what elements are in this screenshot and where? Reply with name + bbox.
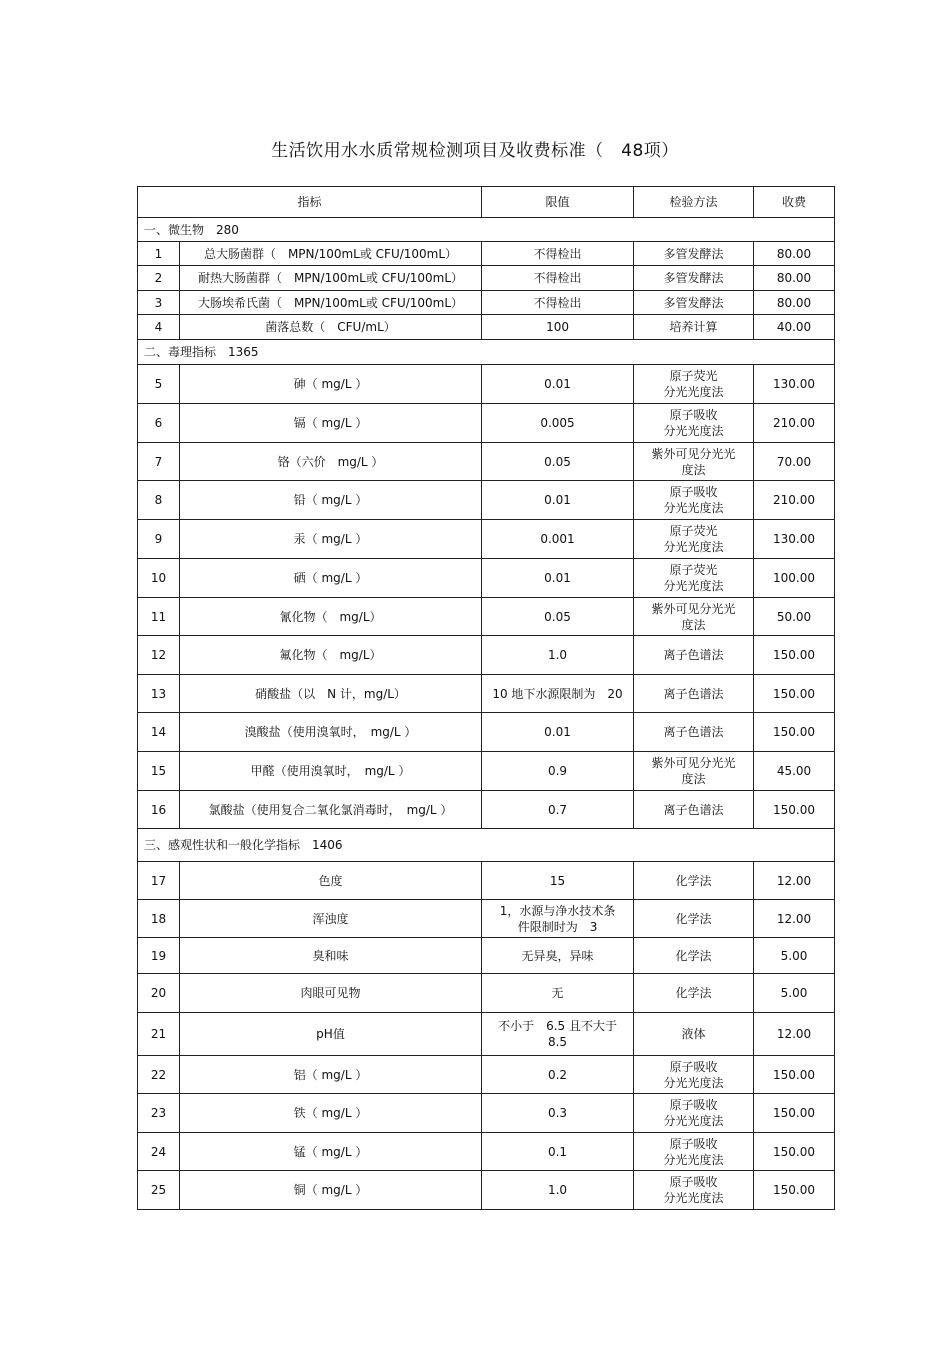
test-method: 化学法: [634, 900, 754, 938]
indicator-name: 色度: [180, 862, 482, 900]
indicator-name: 菌落总数（ CFU/mL）: [180, 315, 482, 340]
table-row: [138, 481, 835, 520]
table-row: [138, 1171, 835, 1210]
indicator-name: 铝（ mg/L ）: [180, 1056, 482, 1094]
indicator-name: 臭和味: [180, 938, 482, 974]
test-method: 原子荧光 分光光度法: [634, 520, 754, 559]
fee-amount: 50.00: [754, 598, 835, 636]
test-method: 原子吸收 分光光度法: [634, 1171, 754, 1210]
test-method: 多管发酵法: [634, 242, 754, 266]
section-title: 一、微生物 280: [138, 218, 835, 242]
table-row: [138, 520, 835, 559]
fee-amount: 70.00: [754, 443, 835, 481]
table-row: [138, 791, 835, 829]
limit-value: 0.1: [482, 1133, 634, 1171]
test-method: 原子吸收 分光光度法: [634, 1094, 754, 1133]
limit-value: 0.05: [482, 598, 634, 636]
limit-value: 1，水源与净水技术条 件限制时为 3: [482, 900, 634, 938]
indicator-name: 溴酸盐（使用溴氧时， mg/L ）: [180, 713, 482, 752]
row-number: 9: [138, 520, 180, 559]
table-row: [138, 291, 835, 315]
fee-amount: 5.00: [754, 974, 835, 1013]
limit-value: 不得检出: [482, 242, 634, 266]
indicator-name: 铅（ mg/L ）: [180, 481, 482, 520]
indicator-name: 氟化物（ mg/L）: [180, 636, 482, 675]
row-number: 25: [138, 1171, 180, 1210]
fee-amount: 150.00: [754, 791, 835, 829]
table-row: [138, 900, 835, 938]
test-method: 原子吸收 分光光度法: [634, 481, 754, 520]
row-number: 3: [138, 291, 180, 315]
fee-amount: 40.00: [754, 315, 835, 340]
limit-value: 15: [482, 862, 634, 900]
row-number: 21: [138, 1013, 180, 1056]
test-method: 离子色谱法: [634, 675, 754, 713]
table-header-row: [138, 187, 835, 218]
table-row: [138, 559, 835, 598]
indicator-name: 铜（ mg/L ）: [180, 1171, 482, 1210]
test-method: 多管发酵法: [634, 266, 754, 291]
fee-amount: 150.00: [754, 713, 835, 752]
limit-value: 0.7: [482, 791, 634, 829]
fee-amount: 150.00: [754, 1133, 835, 1171]
test-method: 离子色谱法: [634, 636, 754, 675]
test-method: 原子吸收 分光光度法: [634, 1056, 754, 1094]
test-method: 紫外可见分光光 度法: [634, 752, 754, 791]
row-number: 17: [138, 862, 180, 900]
row-number: 20: [138, 974, 180, 1013]
limit-value: 0.01: [482, 713, 634, 752]
limit-value: 不得检出: [482, 291, 634, 315]
table-row: [138, 1056, 835, 1094]
fee-amount: 210.00: [754, 404, 835, 443]
test-method: 离子色谱法: [634, 713, 754, 752]
fee-amount: 130.00: [754, 520, 835, 559]
section-row: [138, 340, 835, 365]
fee-amount: 80.00: [754, 242, 835, 266]
test-method: 紫外可见分光光 度法: [634, 443, 754, 481]
table-row: [138, 862, 835, 900]
limit-value: 无: [482, 974, 634, 1013]
row-number: 12: [138, 636, 180, 675]
fee-amount: 80.00: [754, 291, 835, 315]
row-number: 7: [138, 443, 180, 481]
indicator-name: 氯酸盐（使用复合二氧化氯消毒时， mg/L ）: [180, 791, 482, 829]
indicator-name: 硝酸盐（以 N 计，mg/L）: [180, 675, 482, 713]
row-number: 24: [138, 1133, 180, 1171]
row-number: 14: [138, 713, 180, 752]
test-method: 多管发酵法: [634, 291, 754, 315]
limit-value: 不小于 6.5 且不大于 8.5: [482, 1013, 634, 1056]
test-method: 化学法: [634, 974, 754, 1013]
test-method: 化学法: [634, 938, 754, 974]
row-number: 18: [138, 900, 180, 938]
indicator-name: 总大肠菌群（ MPN/100mL或 CFU/100mL）: [180, 242, 482, 266]
section-row: [138, 218, 835, 242]
test-method: 化学法: [634, 862, 754, 900]
row-number: 2: [138, 266, 180, 291]
row-number: 1: [138, 242, 180, 266]
indicator-name: 浑浊度: [180, 900, 482, 938]
fee-table: [137, 186, 835, 1210]
fee-amount: 210.00: [754, 481, 835, 520]
row-number: 10: [138, 559, 180, 598]
row-number: 6: [138, 404, 180, 443]
table-row: [138, 713, 835, 752]
table-row: [138, 636, 835, 675]
table-row: [138, 752, 835, 791]
header-limit: 限值: [482, 187, 634, 218]
fee-amount: 150.00: [754, 1056, 835, 1094]
limit-value: 10 地下水源限制为 20: [482, 675, 634, 713]
indicator-name: 肉眼可见物: [180, 974, 482, 1013]
header-method: 检验方法: [634, 187, 754, 218]
limit-value: 无异臭，异味: [482, 938, 634, 974]
table-row: [138, 1013, 835, 1056]
indicator-name: 砷（ mg/L ）: [180, 365, 482, 404]
row-number: 11: [138, 598, 180, 636]
limit-value: 0.2: [482, 1056, 634, 1094]
test-method: 液体: [634, 1013, 754, 1056]
section-title: 二、毒理指标 1365: [138, 340, 835, 365]
fee-amount: 150.00: [754, 1171, 835, 1210]
row-number: 16: [138, 791, 180, 829]
limit-value: 100: [482, 315, 634, 340]
indicator-name: 铬（六价 mg/L ）: [180, 443, 482, 481]
table-body: [138, 218, 835, 1210]
fee-amount: 12.00: [754, 862, 835, 900]
table-row: [138, 938, 835, 974]
document-title: 生活饮用水水质常规检测项目及收费标准（ 48项）: [271, 141, 679, 161]
indicator-name: 铁（ mg/L ）: [180, 1094, 482, 1133]
limit-value: 0.005: [482, 404, 634, 443]
limit-value: 0.01: [482, 481, 634, 520]
fee-amount: 45.00: [754, 752, 835, 791]
section-title: 三、感观性状和一般化学指标 1406: [138, 829, 835, 862]
fee-amount: 100.00: [754, 559, 835, 598]
indicator-name: 大肠埃希氏菌（ MPN/100mL或 CFU/100mL）: [180, 291, 482, 315]
section-row: [138, 829, 835, 862]
table-row: [138, 266, 835, 291]
fee-amount: 150.00: [754, 636, 835, 675]
row-number: 15: [138, 752, 180, 791]
indicator-name: 耐热大肠菌群（ MPN/100mL或 CFU/100mL）: [180, 266, 482, 291]
limit-value: 不得检出: [482, 266, 634, 291]
row-number: 23: [138, 1094, 180, 1133]
fee-amount: 150.00: [754, 1094, 835, 1133]
table-row: [138, 974, 835, 1013]
fee-amount: 130.00: [754, 365, 835, 404]
table-row: [138, 1133, 835, 1171]
limit-value: 1.0: [482, 1171, 634, 1210]
test-method: 离子色谱法: [634, 791, 754, 829]
indicator-name: 镉（ mg/L ）: [180, 404, 482, 443]
test-method: 原子荧光 分光光度法: [634, 365, 754, 404]
table-row: [138, 315, 835, 340]
header-fee: 收费: [754, 187, 835, 218]
indicator-name: 汞（ mg/L ）: [180, 520, 482, 559]
row-number: 13: [138, 675, 180, 713]
indicator-name: 甲醛（使用溴氧时， mg/L ）: [180, 752, 482, 791]
limit-value: 0.001: [482, 520, 634, 559]
fee-amount: 5.00: [754, 938, 835, 974]
table-row: [138, 675, 835, 713]
table-row: [138, 404, 835, 443]
fee-amount: 150.00: [754, 675, 835, 713]
row-number: 8: [138, 481, 180, 520]
limit-value: 0.01: [482, 365, 634, 404]
table-row: [138, 443, 835, 481]
row-number: 4: [138, 315, 180, 340]
indicator-name: pH值: [180, 1013, 482, 1056]
limit-value: 0.3: [482, 1094, 634, 1133]
indicator-name: 硒（ mg/L ）: [180, 559, 482, 598]
test-method: 培养计算: [634, 315, 754, 340]
limit-value: 0.9: [482, 752, 634, 791]
fee-amount: 12.00: [754, 1013, 835, 1056]
row-number: 22: [138, 1056, 180, 1094]
table-row: [138, 598, 835, 636]
table-row: [138, 1094, 835, 1133]
limit-value: 0.05: [482, 443, 634, 481]
test-method: 原子荧光 分光光度法: [634, 559, 754, 598]
table-row: [138, 365, 835, 404]
test-method: 原子吸收 分光光度法: [634, 404, 754, 443]
limit-value: 1.0: [482, 636, 634, 675]
test-method: 原子吸收 分光光度法: [634, 1133, 754, 1171]
indicator-name: 锰（ mg/L ）: [180, 1133, 482, 1171]
fee-amount: 12.00: [754, 900, 835, 938]
indicator-name: 氰化物（ mg/L）: [180, 598, 482, 636]
limit-value: 0.01: [482, 559, 634, 598]
header-indicator: 指标: [138, 187, 482, 218]
table-row: [138, 242, 835, 266]
row-number: 19: [138, 938, 180, 974]
test-method: 紫外可见分光光 度法: [634, 598, 754, 636]
row-number: 5: [138, 365, 180, 404]
fee-amount: 80.00: [754, 266, 835, 291]
